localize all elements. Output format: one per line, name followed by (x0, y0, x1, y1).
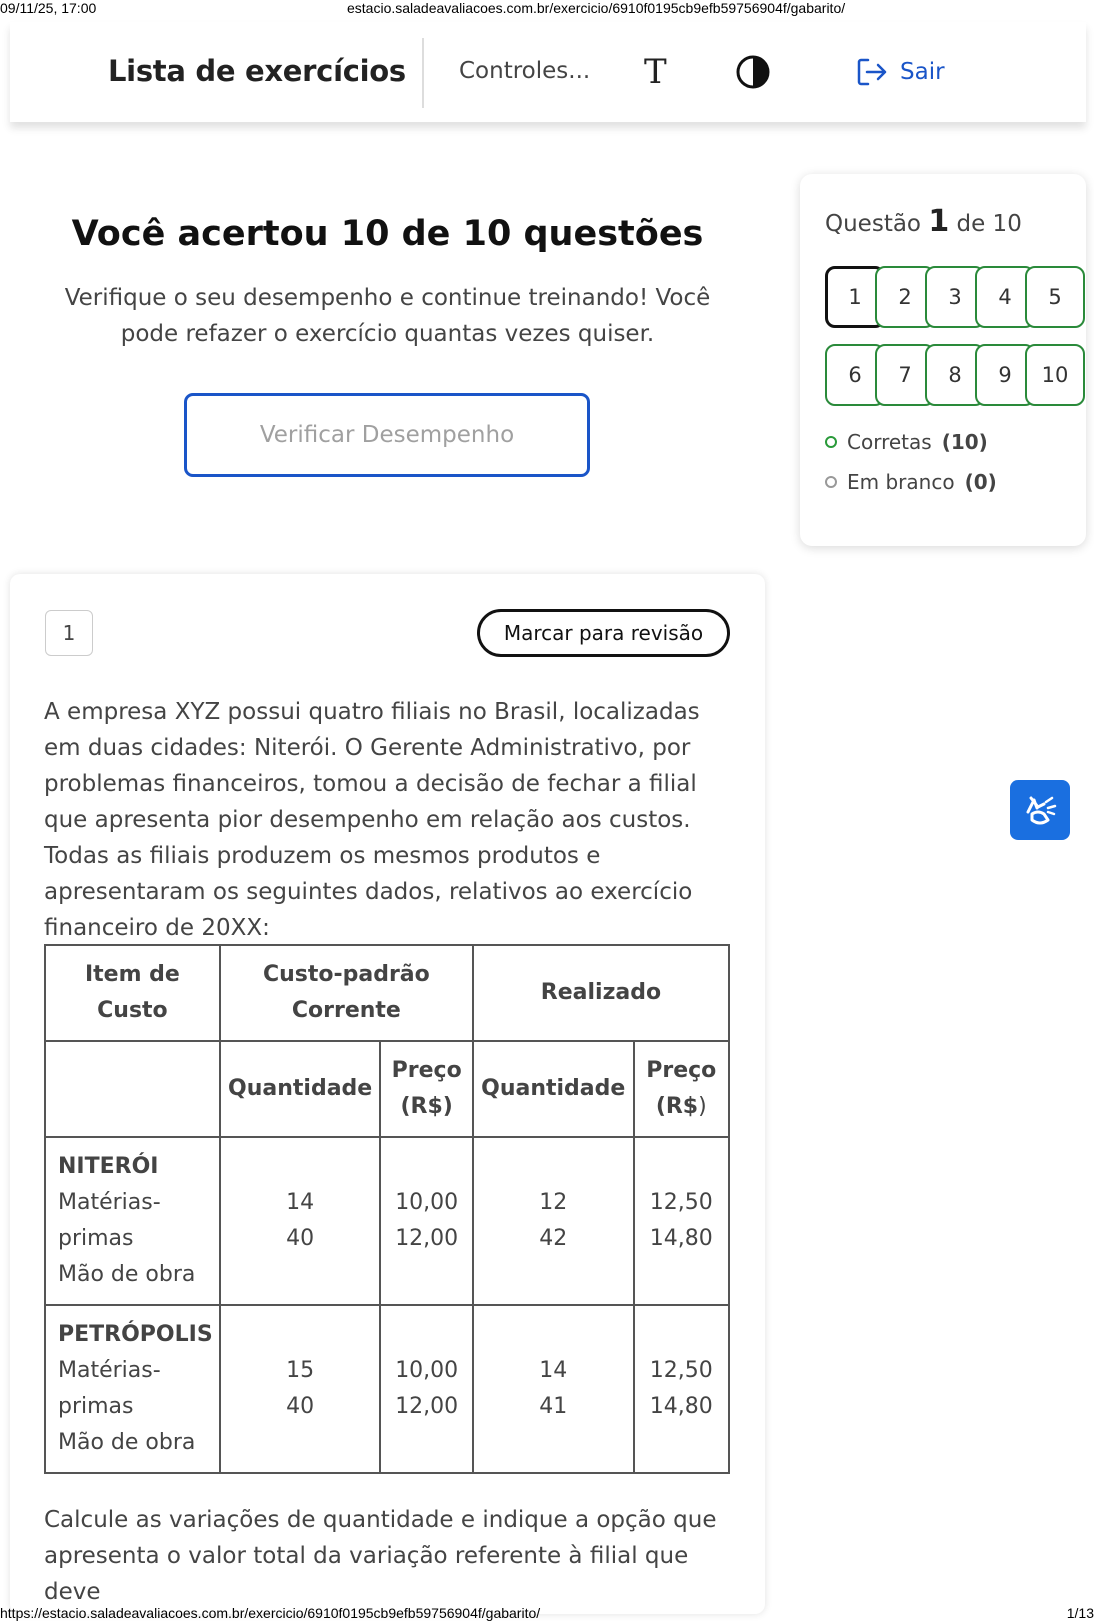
real-qty-cell (473, 1305, 634, 1473)
std-qty-cell (220, 1305, 381, 1473)
header-std-qty: Quantidade (220, 1041, 381, 1137)
contrast-icon[interactable] (735, 54, 771, 94)
cost-table (44, 944, 730, 1474)
cell-value: 42 (539, 1226, 568, 1251)
print-footer (0, 1605, 1094, 1623)
result-title: Você acertou 10 de 10 questões (71, 214, 704, 254)
footer-url: https://estacio.saladeavaliacoes.com.br/exercicio/6910f0195cb9efb59756904f/gabarito/ (0, 1605, 541, 1621)
mark-review-button[interactable]: Marcar para revisão (477, 609, 730, 657)
navigator-suffix: de 10 (956, 211, 1022, 237)
navigator-current: 1 (928, 204, 950, 239)
top-navbar (10, 22, 1086, 122)
question-button-8[interactable]: 8 (925, 344, 985, 406)
result-summary (10, 200, 765, 352)
question-button-2[interactable]: 2 (875, 266, 935, 328)
question-card (10, 574, 765, 1614)
logout-icon (856, 57, 888, 87)
blank-dot-icon (825, 476, 837, 488)
header-realized: Realizado (473, 945, 729, 1041)
cell-value: 12,00 (395, 1226, 459, 1251)
logout-button[interactable] (856, 54, 945, 90)
table-row (45, 1137, 729, 1305)
question-text-continued (44, 1502, 744, 1610)
cell-value: 41 (539, 1394, 568, 1419)
question-line: Todas as filiais produzem os mesmos produtos e (44, 843, 601, 869)
real-qty-cell (473, 1137, 634, 1305)
page-number: 1/13 (1066, 1605, 1094, 1621)
header-standard-line2: Corrente (291, 998, 401, 1023)
legend-correct-count: (10) (941, 430, 988, 454)
cell-value: 14,80 (649, 1226, 713, 1251)
std-price-cell (380, 1305, 472, 1473)
cell-value: 12,50 (649, 1190, 713, 1215)
header-real-price-line1: Preço (646, 1058, 717, 1083)
item-labor: Mão de obra (58, 1262, 196, 1287)
question-line: problemas financeiros, tomou a decisão de fechar a filial (44, 771, 697, 797)
cell-value: 40 (286, 1226, 315, 1251)
header-item-line2: Custo (97, 998, 168, 1023)
header-empty (45, 1041, 220, 1137)
header-std-price (380, 1041, 472, 1137)
question-button-6[interactable]: 6 (825, 344, 885, 406)
cell-value: 12,50 (649, 1358, 713, 1383)
question-text (44, 694, 724, 946)
question-button-7[interactable]: 7 (875, 344, 935, 406)
question-number: 1 (45, 610, 93, 656)
header-std-price-line2: (R$) (400, 1094, 453, 1119)
header-real-price (634, 1041, 729, 1137)
result-subtitle-line2: pode refazer o exercício quantas vezes quiser. (120, 321, 655, 347)
header-standard-line1: Custo-padrão (262, 962, 430, 987)
item-labor: Mão de obra (58, 1430, 196, 1455)
page-title: Lista de exercícios (108, 54, 406, 88)
controls-menu[interactable]: Controles... (459, 58, 591, 84)
question-line: apresenta o valor total da variação referente à filial que deve (44, 1543, 689, 1605)
question-line: financeiro de 20XX: (44, 915, 270, 941)
cell-value: 14 (286, 1190, 315, 1215)
cell-value: 40 (286, 1394, 315, 1419)
header-divider (422, 38, 424, 108)
question-line: que apresenta pior desempenho em relação aos custos. (44, 807, 691, 833)
print-header (0, 0, 1094, 18)
cell-value: 12,00 (395, 1394, 459, 1419)
logout-label: Sair (900, 59, 945, 85)
cell-value: 10,00 (395, 1190, 459, 1215)
header-item (45, 945, 220, 1041)
cell-value: 15 (286, 1358, 315, 1383)
question-button-1[interactable]: 1 (825, 266, 885, 328)
correct-dot-icon (825, 436, 837, 448)
header-real-price-paren: ) (698, 1094, 707, 1119)
std-qty-cell (220, 1137, 381, 1305)
result-subtitle (10, 280, 765, 352)
legend-correct (825, 430, 988, 454)
header-item-line1: Item de (84, 962, 180, 987)
table-row (45, 1305, 729, 1473)
print-url: estacio.saladeavaliacoes.com.br/exercicio/6910f0195cb9efb59756904f/gabarito/ (347, 0, 846, 16)
cell-value: 14 (539, 1358, 568, 1383)
header-real-price-line2: (R$ (655, 1094, 699, 1119)
real-price-cell (634, 1137, 729, 1305)
city-name: NITERÓI (58, 1154, 159, 1179)
cell-value: 12 (539, 1190, 568, 1215)
question-navigator (800, 174, 1086, 546)
sign-language-icon (1020, 790, 1060, 830)
legend-blank-label: Em branco (847, 470, 955, 494)
std-price-cell (380, 1137, 472, 1305)
navigator-title (825, 204, 1022, 239)
header-real-qty: Quantidade (473, 1041, 634, 1137)
verify-performance-button[interactable]: Verificar Desempenho (184, 393, 590, 477)
font-size-icon[interactable]: T (644, 52, 667, 92)
row-item (45, 1137, 220, 1305)
legend-blank-count: (0) (964, 470, 997, 494)
header-std-price-line1: Preço (391, 1058, 462, 1083)
question-line: Calcule as variações de quantidade e indique a opção que (44, 1507, 717, 1533)
question-line: A empresa XYZ possui quatro filiais no Brasil, localizadas (44, 699, 700, 725)
row-item (45, 1305, 220, 1473)
table-row (45, 1041, 729, 1137)
legend-blank (825, 470, 997, 494)
item-raw-materials-a: Matérias- (58, 1358, 161, 1383)
question-line: em duas cidades: Niterói. O Gerente Administrativo, por (44, 735, 691, 761)
question-button-5[interactable]: 5 (1025, 266, 1085, 328)
item-raw-materials-a: Matérias- (58, 1190, 161, 1215)
question-button-3[interactable]: 3 (925, 266, 985, 328)
print-date: 09/11/25, 17:00 (0, 0, 97, 16)
legend-correct-label: Corretas (847, 430, 932, 454)
question-line: apresentaram os seguintes dados, relativos ao exercício (44, 879, 693, 905)
result-subtitle-line1: Verifique o seu desempenho e continue treinando! Você (64, 285, 711, 311)
city-name: PETRÓPOLIS (58, 1322, 213, 1347)
table-row (45, 945, 729, 1041)
real-price-cell (634, 1305, 729, 1473)
cell-value: 14,80 (649, 1394, 713, 1419)
cell-value: 10,00 (395, 1358, 459, 1383)
question-button-9[interactable]: 9 (975, 344, 1035, 406)
navigator-prefix: Questão (825, 211, 921, 237)
sign-language-button[interactable] (1010, 780, 1070, 840)
question-button-10[interactable]: 10 (1025, 344, 1085, 406)
header-standard (220, 945, 473, 1041)
item-raw-materials-b: primas (58, 1226, 134, 1251)
question-button-4[interactable]: 4 (975, 266, 1035, 328)
item-raw-materials-b: primas (58, 1394, 134, 1419)
